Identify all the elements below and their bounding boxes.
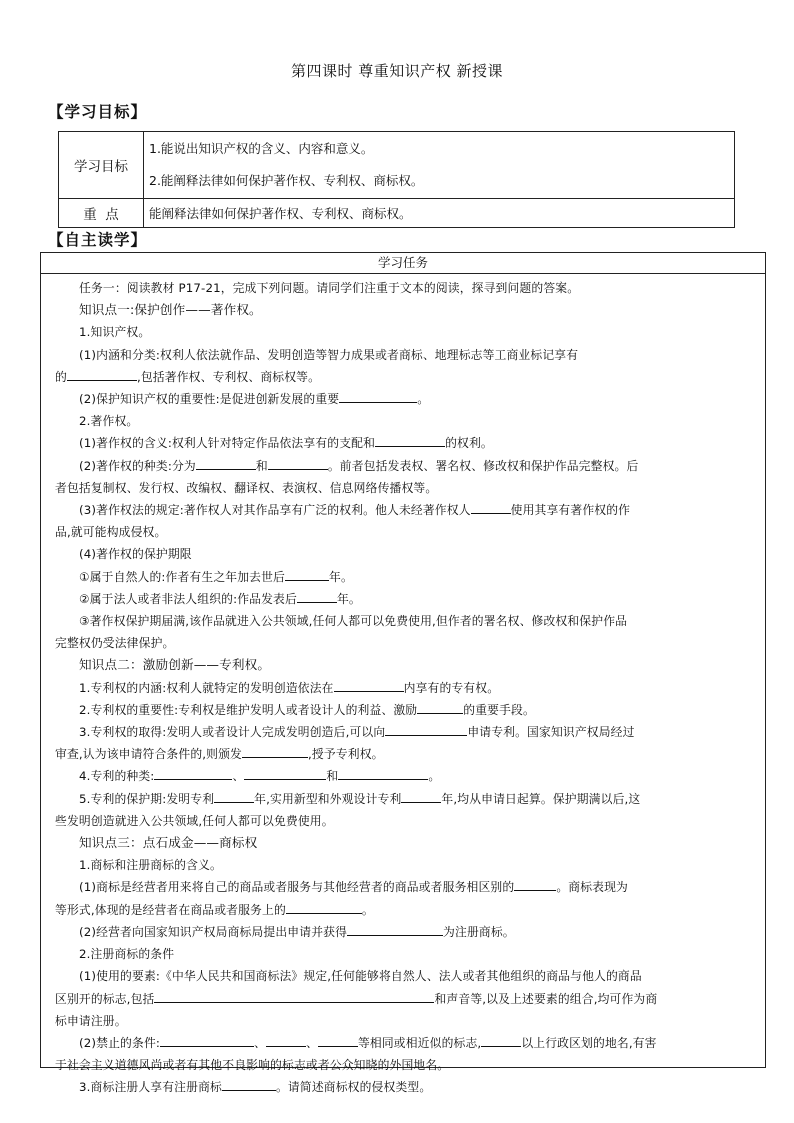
line-text: 任务一：阅读教材 P17-21，完成下列问题。请同学们注重于文本的阅读，探寻到问题的答案。 <box>79 281 580 295</box>
objectives-label: 学习目标 <box>59 132 144 199</box>
fill-in-blank[interactable] <box>154 766 232 780</box>
fill-in-blank[interactable] <box>375 433 445 447</box>
line-text: 审查,认为该申请符合条件的,则颁发 <box>55 747 243 762</box>
worksheet-line <box>55 344 751 366</box>
line-text: 完整权仍受法律保护。 <box>55 636 175 651</box>
line-text: 年,实用新型和外观设计专利 <box>254 791 402 806</box>
fill-in-blank[interactable] <box>417 700 463 714</box>
fill-in-blank[interactable] <box>514 877 556 891</box>
fill-in-blank[interactable] <box>244 766 326 780</box>
line-text: 2.专利权的重要性:专利权是维护发明人或者设计人的利益、激励 <box>79 702 418 717</box>
line-text: 。 <box>417 392 430 407</box>
line-text: 品,就可能构成侵权。 <box>55 525 167 540</box>
line-text: 。前者包括发表权、署名权、修改权和保护作品完整权。后 <box>327 458 639 473</box>
line-text: 2.著作权。 <box>79 414 139 429</box>
line-text: 申请专利。国家知识产权局经过 <box>467 725 635 740</box>
task-content <box>41 274 765 1099</box>
objective-line-2: 2.能阐释法律如何保护著作权、专利权、商标权。 <box>149 173 424 188</box>
fill-in-blank[interactable] <box>318 1033 358 1047</box>
line-text: ,授予专利权。 <box>308 747 384 762</box>
fill-in-blank[interactable] <box>154 989 434 1003</box>
objectives-table <box>58 131 735 228</box>
key-point-label-text: 重 点 <box>83 207 119 223</box>
worksheet-line <box>55 1054 751 1076</box>
fill-in-blank[interactable] <box>268 456 328 470</box>
worksheet-line <box>55 943 751 965</box>
line-text: 1.知识产权。 <box>79 325 151 340</box>
line-text: 的权利。 <box>445 436 493 451</box>
line-text: 等相同或相近似的标志, <box>357 1035 482 1050</box>
line-text: (2)禁止的条件: <box>79 1035 161 1050</box>
line-text: (4)著作权的保护期限 <box>79 547 192 562</box>
line-text: (1)内涵和分类:权利人依法就作品、发明创造等智力成果或者商标、地理标志等工商业标记享有 <box>79 347 579 362</box>
line-text: 、 <box>232 769 245 784</box>
line-text: 的重要手段。 <box>463 702 535 717</box>
fill-in-blank[interactable] <box>334 678 404 692</box>
line-text: ③著作权保护期届满,该作品就进入公共领域,任何人都可以免费使用,但作者的署名权、修改权和保护作品 <box>79 614 628 629</box>
fill-in-blank[interactable] <box>222 1077 276 1091</box>
line-text: 1.专利权的内涵:权利人就特定的发明创造依法在 <box>79 680 334 695</box>
line-text: 的 <box>55 369 67 384</box>
worksheet-line <box>55 566 751 588</box>
line-text: 4.专利的种类: <box>79 769 155 784</box>
line-text: 和 <box>326 769 339 784</box>
line-text: (2)著作权的种类:分为 <box>79 458 196 473</box>
line-text: 2.注册商标的条件 <box>79 947 175 962</box>
worksheet-line <box>55 765 751 787</box>
line-text: 年。 <box>336 591 361 606</box>
worksheet-line <box>55 432 751 454</box>
worksheet-line <box>55 610 751 632</box>
worksheet-line <box>55 499 751 521</box>
worksheet-line <box>55 477 751 499</box>
key-point-text: 能阐释法律如何保护著作权、专利权、商标权。 <box>149 206 412 221</box>
line-text: 。 <box>428 769 441 784</box>
line-text: (1)使用的要素:《中华人民共和国商标法》规定,任何能够将自然人、法人或者其他组织的商品与他人的商品 <box>79 969 642 984</box>
worksheet-line <box>55 388 751 410</box>
worksheet-line <box>55 965 751 987</box>
worksheet-line <box>55 677 751 699</box>
fill-in-blank[interactable] <box>297 589 337 603</box>
line-text: 。 <box>361 902 374 917</box>
worksheet-line <box>55 876 751 898</box>
worksheet-line <box>55 788 751 810</box>
line-text: 。商标表现为 <box>556 880 628 895</box>
objectives-content <box>144 132 735 199</box>
line-text: (2)经营者向国家知识产权局商标局提出申请并获得 <box>79 924 348 939</box>
worksheet-line <box>55 632 751 654</box>
fill-in-blank[interactable] <box>67 367 137 381</box>
line-text: 1.商标和注册商标的含义。 <box>79 858 222 873</box>
line-text: 知识点一:保护创作——著作权。 <box>79 302 262 318</box>
line-text: 3.商标注册人享有注册商标 <box>79 1080 222 1095</box>
line-text: 。请简述商标权的侵权类型。 <box>275 1080 432 1095</box>
fill-in-blank[interactable] <box>196 456 256 470</box>
line-text: ,包括著作权、专利权、商标权等。 <box>136 369 321 384</box>
line-text: 于社会主义道德风尚或者有其他不良影响的标志或者公众知晓的外国地名。 <box>55 1058 450 1073</box>
task-header: 学习任务 <box>41 253 765 274</box>
line-text: 以上行政区划的地名,有害 <box>521 1035 657 1050</box>
knowledge-point-heading <box>55 299 751 321</box>
line-text: 年,均从申请日起算。保护期满以后,这 <box>441 791 641 806</box>
worksheet-line <box>55 721 751 743</box>
worksheet-line <box>55 321 751 343</box>
worksheet-line <box>55 699 751 721</box>
worksheet-line <box>55 1010 751 1032</box>
line-text: 知识点三：点石成金——商标权 <box>79 835 258 851</box>
worksheet-line <box>55 410 751 432</box>
line-text: ①属于自然人的:作者有生之年加去世后 <box>79 569 286 584</box>
line-text: 为注册商标。 <box>443 924 515 939</box>
fill-in-blank[interactable] <box>481 1033 521 1047</box>
worksheet-line <box>55 921 751 943</box>
fill-in-blank[interactable] <box>160 1033 254 1047</box>
line-text: 区别开的标志,包括 <box>55 991 155 1006</box>
fill-in-blank[interactable] <box>401 789 441 803</box>
fill-in-blank[interactable] <box>214 789 254 803</box>
line-text: 些发明创造就进入公共领域,任何人都可以免费使用。 <box>55 813 334 828</box>
fill-in-blank[interactable] <box>339 389 417 403</box>
worksheet-line <box>55 366 751 388</box>
line-text: ②属于法人或者非法人组织的:作品发表后 <box>79 591 297 606</box>
line-text: (1)著作权的含义:权利人针对特定作品依法享有的支配和 <box>79 436 376 451</box>
fill-in-blank[interactable] <box>338 766 428 780</box>
fill-in-blank[interactable] <box>242 744 308 758</box>
line-text: 、 <box>254 1035 266 1050</box>
page-title: 第四课时 尊重知识产权 新授课 <box>290 62 504 80</box>
worksheet-line <box>55 1032 751 1054</box>
knowledge-point-heading <box>55 832 751 854</box>
worksheet-line <box>55 277 751 299</box>
fill-in-blank[interactable] <box>286 900 362 914</box>
line-text: 5.专利的保护期:发明专利 <box>79 791 215 806</box>
fill-in-blank[interactable] <box>385 722 467 736</box>
worksheet-line <box>55 854 751 876</box>
worksheet-line <box>55 743 751 765</box>
worksheet-line <box>55 521 751 543</box>
worksheet-line <box>55 543 751 565</box>
fill-in-blank[interactable] <box>285 567 329 581</box>
key-point-label <box>59 199 144 228</box>
key-point-content <box>144 199 735 228</box>
line-text: 、 <box>305 1035 318 1050</box>
worksheet-line <box>55 988 751 1010</box>
worksheet-line <box>55 1076 751 1098</box>
line-text: 和 <box>255 458 268 473</box>
line-text: (3)著作权法的规定:著作权人对其作品享有广泛的权利。他人未经著作权人 <box>79 503 471 518</box>
line-text: 者包括复制权、发行权、改编权、翻译权、表演权、信息网络传播权等。 <box>55 480 438 495</box>
section-heading-goals: 【学习目标】 <box>48 103 148 121</box>
line-text: (2)保护知识产权的重要性:是促进创新发展的重要 <box>79 392 340 407</box>
line-text: 知识点二：激励创新——专利权。 <box>79 657 271 673</box>
line-text: 等形式,体现的是经营者在商品或者服务上的 <box>55 902 286 917</box>
line-text: 3.专利权的取得:发明人或者设计人完成发明创造后,可以向 <box>79 725 386 740</box>
worksheet-line <box>55 899 751 921</box>
line-text: (1)商标是经营者用来将自己的商品或者服务与其他经营者的商品或者服务相区别的 <box>79 880 515 895</box>
worksheet-line <box>55 810 751 832</box>
objective-line-1: 1.能说出知识产权的含义、内容和意义。 <box>149 141 374 156</box>
line-text: 使用其享有著作权的作 <box>510 503 631 518</box>
line-text: 和声音等,以及上述要素的组合,均可作为商 <box>434 991 658 1006</box>
line-text: 内享有的专有权。 <box>403 680 500 695</box>
section-heading-reading: 【自主读学】 <box>48 231 148 249</box>
worksheet-line <box>55 588 751 610</box>
fill-in-blank[interactable] <box>266 1033 306 1047</box>
fill-in-blank[interactable] <box>471 500 511 514</box>
fill-in-blank[interactable] <box>347 922 443 936</box>
task-box <box>40 252 766 1095</box>
worksheet-line <box>55 455 751 477</box>
line-text: 标申请注册。 <box>55 1013 127 1028</box>
knowledge-point-heading <box>55 654 751 676</box>
line-text: 年。 <box>329 569 353 584</box>
